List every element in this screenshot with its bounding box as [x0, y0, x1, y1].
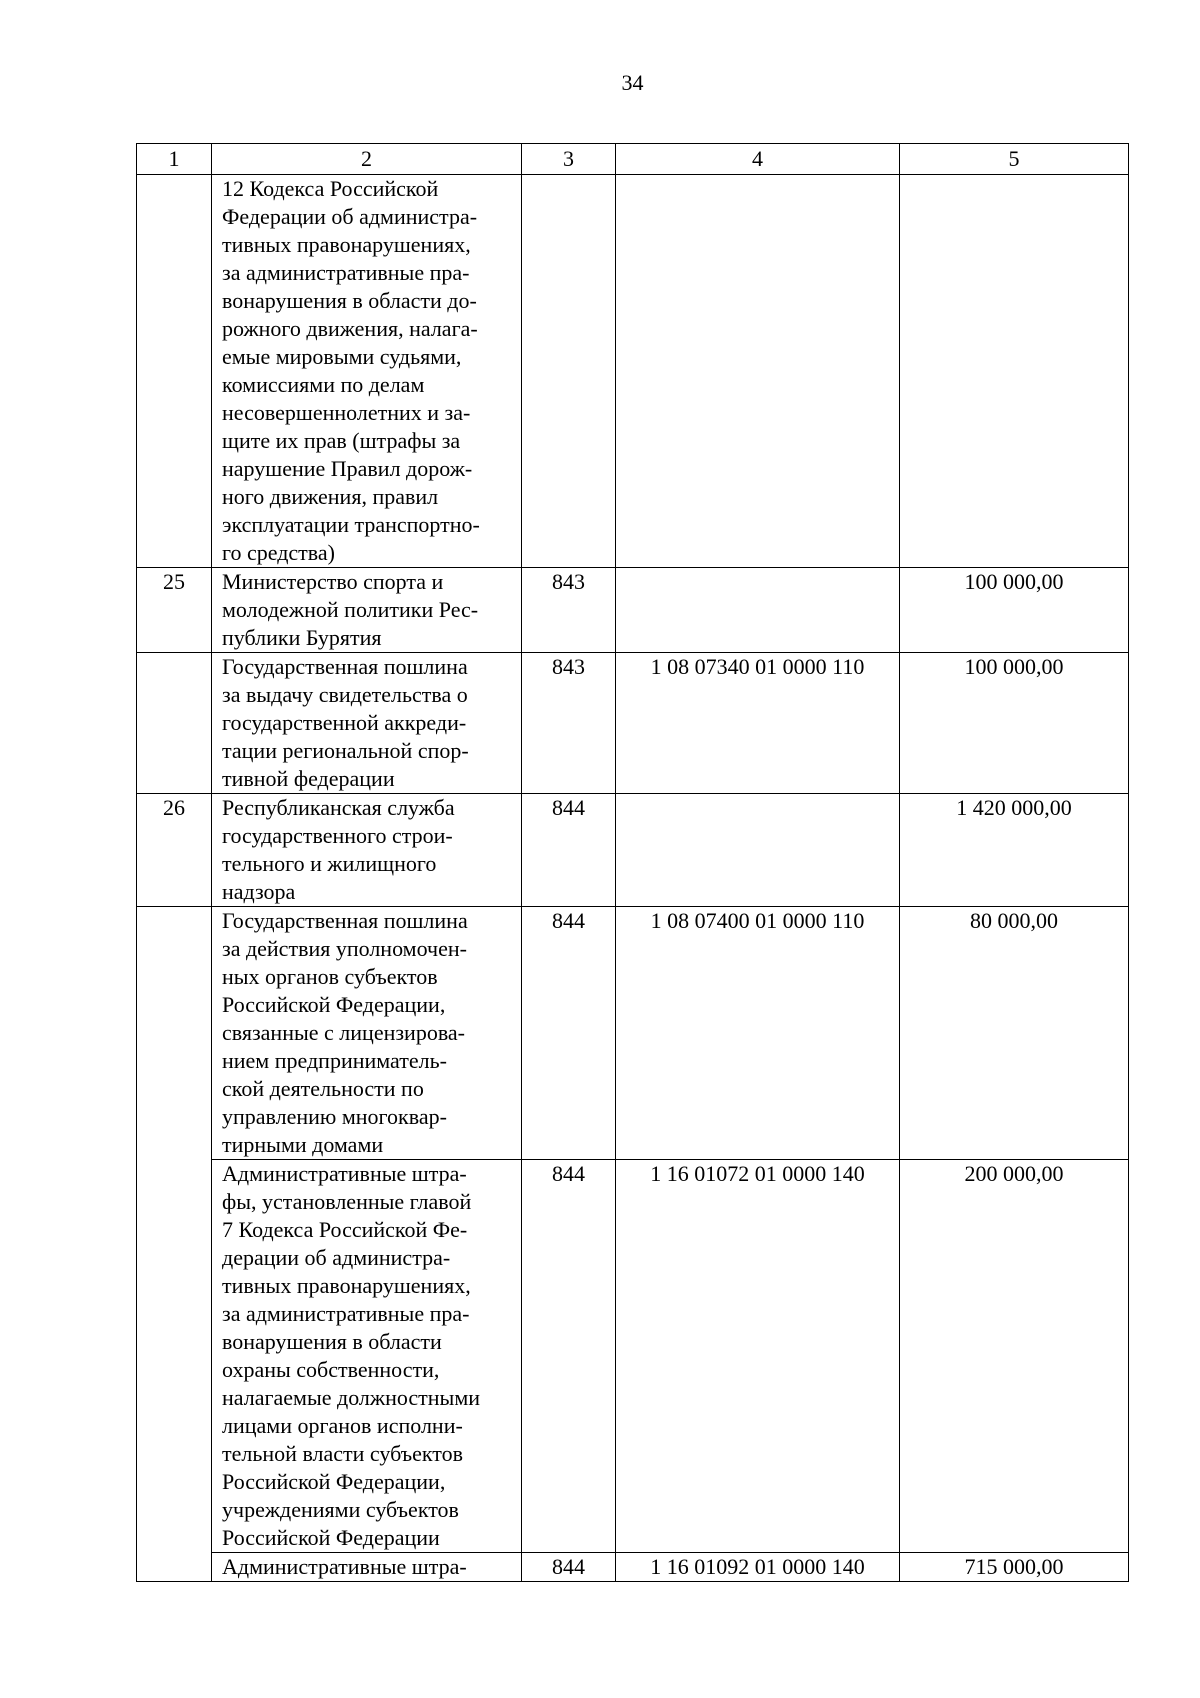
table-row	[137, 1553, 1129, 1582]
row-amount: 1 420 000,00	[900, 794, 1129, 907]
row-admin-code: 844	[522, 1160, 616, 1553]
table-row	[137, 175, 1129, 568]
row-kbk-code	[616, 175, 900, 568]
column-header-5: 5	[900, 144, 1129, 175]
row-admin-code: 844	[522, 1553, 616, 1582]
row-kbk-code: 1 16 01092 01 0000 140	[616, 1553, 900, 1582]
row-kbk-code: 1 16 01072 01 0000 140	[616, 1160, 900, 1553]
row-admin-code: 844	[522, 794, 616, 907]
row-number	[137, 175, 212, 568]
row-number	[137, 653, 212, 794]
row-admin-code: 844	[522, 907, 616, 1160]
row-number: 25	[137, 568, 212, 653]
row-admin-code	[522, 175, 616, 568]
page-number: 34	[621, 70, 644, 95]
table-row	[137, 794, 1129, 907]
column-header-1: 1	[137, 144, 212, 175]
column-header-2: 2	[212, 144, 522, 175]
row-amount: 715 000,00	[900, 1553, 1129, 1582]
row-description: Республиканская служба государственного строи- тельного и жилищного надзора	[212, 794, 522, 907]
row-amount: 100 000,00	[900, 653, 1129, 794]
row-kbk-code	[616, 568, 900, 653]
table-row	[137, 1160, 1129, 1553]
revenue-table	[136, 143, 1129, 1582]
column-header-4: 4	[616, 144, 900, 175]
row-amount: 80 000,00	[900, 907, 1129, 1160]
row-amount	[900, 175, 1129, 568]
table-row	[137, 653, 1129, 794]
row-description: Государственная пошлина за выдачу свидетельства о государственной аккреди- тации региональной спор- тивной федерации	[212, 653, 522, 794]
row-kbk-code: 1 08 07340 01 0000 110	[616, 653, 900, 794]
table-row	[137, 907, 1129, 1160]
row-amount: 100 000,00	[900, 568, 1129, 653]
row-kbk-code: 1 08 07400 01 0000 110	[616, 907, 900, 1160]
row-kbk-code	[616, 794, 900, 907]
row-description: 12 Кодекса Российской Федерации об администра- тивных правонарушениях, за административные пра- вонарушения в области до- рожного движения, налага- емые мировыми судьями, комиссиями по делам несовершеннолетних и за- щите их прав (штрафы за нарушение Правил дорож- ного движения, правил эксплуатации транспортно- го средства)	[212, 175, 522, 568]
row-description: Административные штра-	[212, 1553, 522, 1582]
row-amount: 200 000,00	[900, 1160, 1129, 1553]
row-description: Государственная пошлина за действия уполномочен- ных органов субъектов Российской Федерации, связанные с лицензирова- нием предприниматель- ской деятельности по управлению многоквар- тирными домами	[212, 907, 522, 1160]
table-row	[137, 568, 1129, 653]
table-header-row	[137, 144, 1129, 175]
row-number: 26	[137, 794, 212, 907]
row-admin-code: 843	[522, 653, 616, 794]
row-admin-code: 843	[522, 568, 616, 653]
row-description: Министерство спорта и молодежной политики Рес- публики Бурятия	[212, 568, 522, 653]
column-header-3: 3	[522, 144, 616, 175]
row-description: Административные штра- фы, установленные главой 7 Кодекса Российской Фе- дерации об администра- тивных правонарушениях, за административные пра- вонарушения в области охраны собственности, налагаемые должностными лицами органов исполни- тельной власти субъектов Российской Федерации, учреждениями субъектов Российской Федерации	[212, 1160, 522, 1553]
row-number	[137, 907, 212, 1582]
